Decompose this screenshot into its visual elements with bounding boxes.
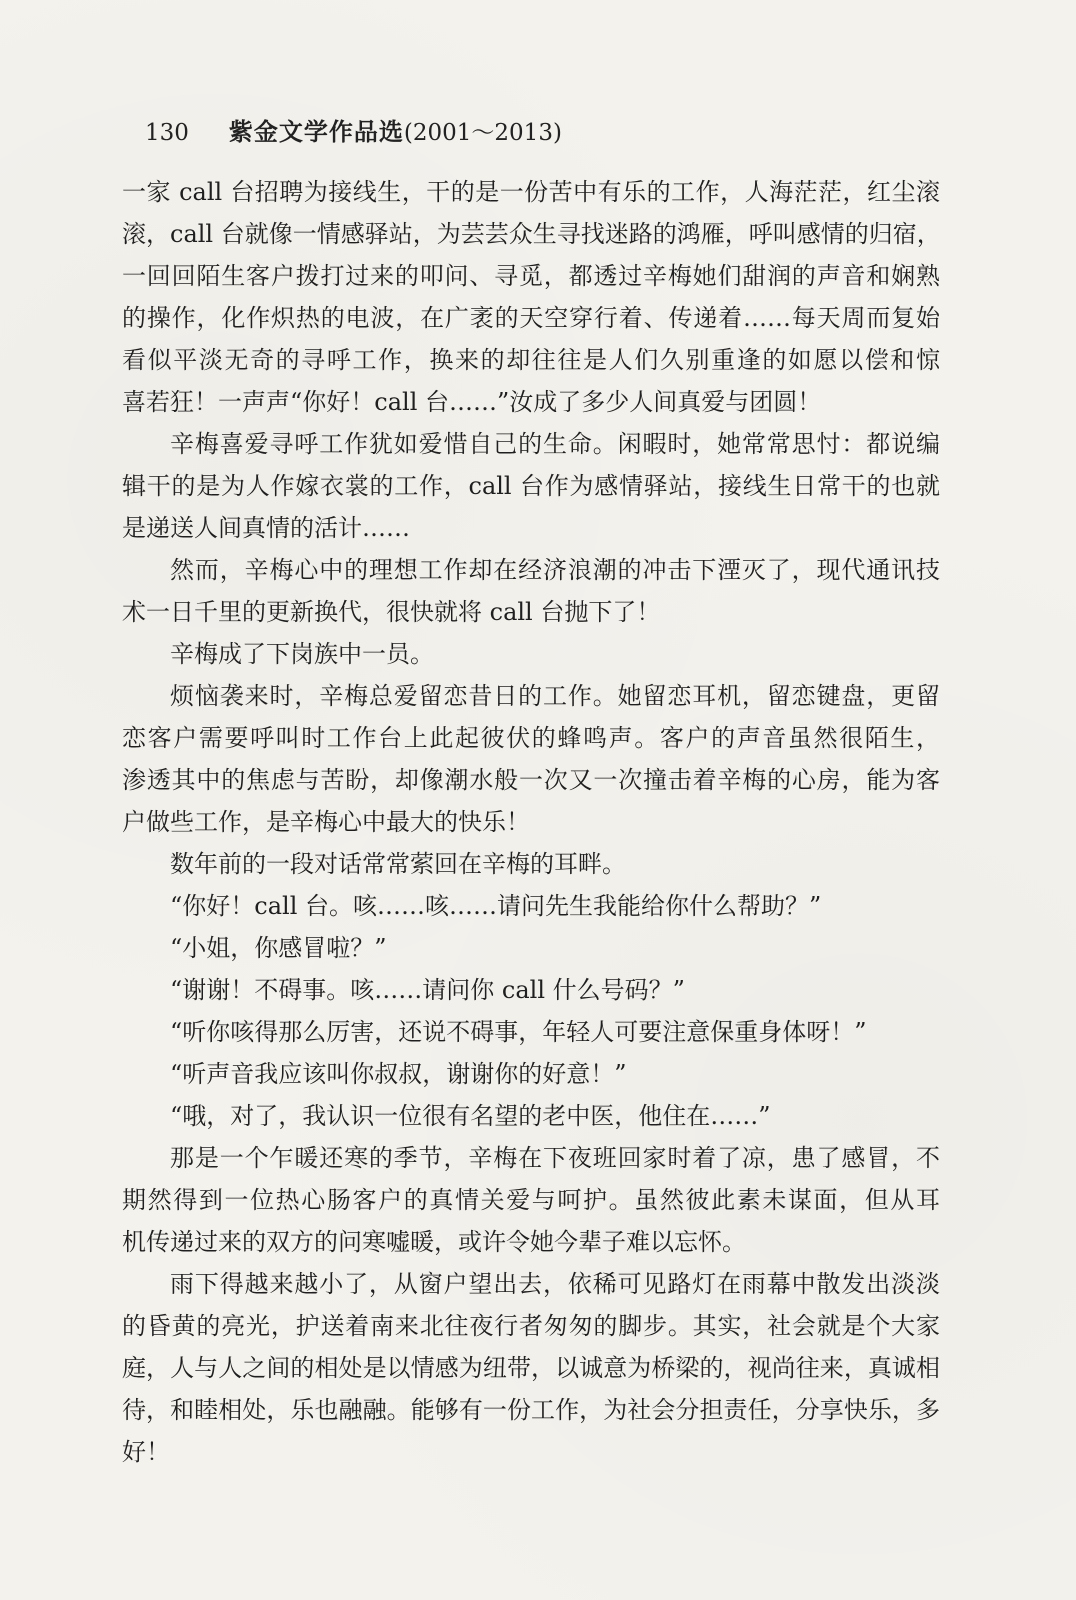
text-line: 一回回陌生客户拨打过来的叩问、寻觅，都透过辛梅她们甜润的声音和娴熟: [122, 262, 940, 290]
text-line: 渗透其中的焦虑与苦盼，却像潮水般一次又一次撞击着辛梅的心房，能为客: [122, 766, 940, 794]
text-line: 待，和睦相处，乐也融融。能够有一份工作，为社会分担责任，分享快乐，多: [122, 1396, 940, 1424]
text-line: 恋客户需要呼叫时工作台上此起彼伏的蜂鸣声。客户的声音虽然很陌生，: [122, 724, 940, 752]
text-line: 滚，call 台就像一情感驿站，为芸芸众生寻找迷路的鸿雁，呼叫感情的归宿，: [122, 220, 941, 248]
text-line: 喜若狂！一声声“你好！call 台……”汝成了多少人间真爱与团圆！: [122, 388, 822, 416]
text-line: 然而，辛梅心中的理想工作却在经济浪潮的冲击下湮灭了，现代通讯技: [170, 556, 940, 584]
text-line: 那是一个乍暖还寒的季节，辛梅在下夜班回家时着了凉，患了感冒，不: [170, 1144, 940, 1172]
running-header: [145, 112, 562, 148]
text-line: “听声音我应该叫你叔叔，谢谢你的好意！”: [170, 1060, 627, 1088]
book-title: 紫金文学作品选: [228, 118, 404, 146]
text-line: 庭，人与人之间的相处是以情感为纽带，以诚意为桥梁的，视尚往来，真诚相: [122, 1354, 940, 1382]
text-line: “你好！call 台。咳……咳……请问先生我能给你什么帮助？”: [170, 892, 822, 920]
text-line: 辛梅成了下岗族中一员。: [170, 640, 434, 668]
body-text: [122, 171, 940, 1473]
text-line: 是递送人间真情的活计……: [122, 514, 410, 542]
text-line: 雨下得越来越小了，从窗户望出去，依稀可见路灯在雨幕中散发出淡淡: [170, 1270, 940, 1298]
text-line: 户做些工作，是辛梅心中最大的快乐！: [122, 808, 530, 836]
text-line: 烦恼袭来时，辛梅总爱留恋昔日的工作。她留恋耳机，留恋键盘，更留: [170, 682, 940, 710]
text-line: “听你咳得那么厉害，还说不碍事，年轻人可要注意保重身体呀！”: [170, 1018, 867, 1046]
text-line: 数年前的一段对话常常萦回在辛梅的耳畔。: [170, 850, 626, 878]
text-line: “哦，对了，我认识一位很有名望的老中医，他住在……”: [170, 1102, 771, 1130]
text-line: 机传递过来的双方的问寒嘘暖，或许令她今辈子难以忘怀。: [122, 1228, 746, 1256]
text-line: 辛梅喜爱寻呼工作犹如爱惜自己的生命。闲暇时，她常常思忖：都说编: [170, 430, 940, 458]
text-line: 辑干的是为人作嫁衣裳的工作，call 台作为感情驿站，接线生日常干的也就: [122, 472, 940, 500]
text-line: “小姐，你感冒啦？”: [170, 934, 387, 962]
text-line: 的昏黄的亮光，护送着南来北往夜行者匆匆的脚步。其实，社会就是个大家: [122, 1312, 940, 1340]
text-line: 期然得到一位热心肠客户的真情关爱与呵护。虽然彼此素未谋面，但从耳: [122, 1186, 940, 1214]
page-number: 130: [145, 120, 189, 146]
text-line: 看似平淡无奇的寻呼工作，换来的却往往是人们久别重逢的如愿以偿和惊: [122, 346, 940, 374]
text-line: 一家 call 台招聘为接线生，干的是一份苦中有乐的工作，人海茫茫，红尘滚: [122, 178, 940, 206]
text-line: 术一日千里的更新换代，很快就将 call 台抛下了！: [122, 598, 661, 626]
text-line: 的操作，化作炽热的电波，在广袤的天空穿行着、传递着……每天周而复始: [122, 304, 940, 332]
text-line: 好！: [122, 1438, 170, 1466]
book-years: (2001～2013): [403, 120, 562, 146]
text-line: “谢谢！不碍事。咳……请问你 call 什么号码？”: [170, 976, 685, 1004]
